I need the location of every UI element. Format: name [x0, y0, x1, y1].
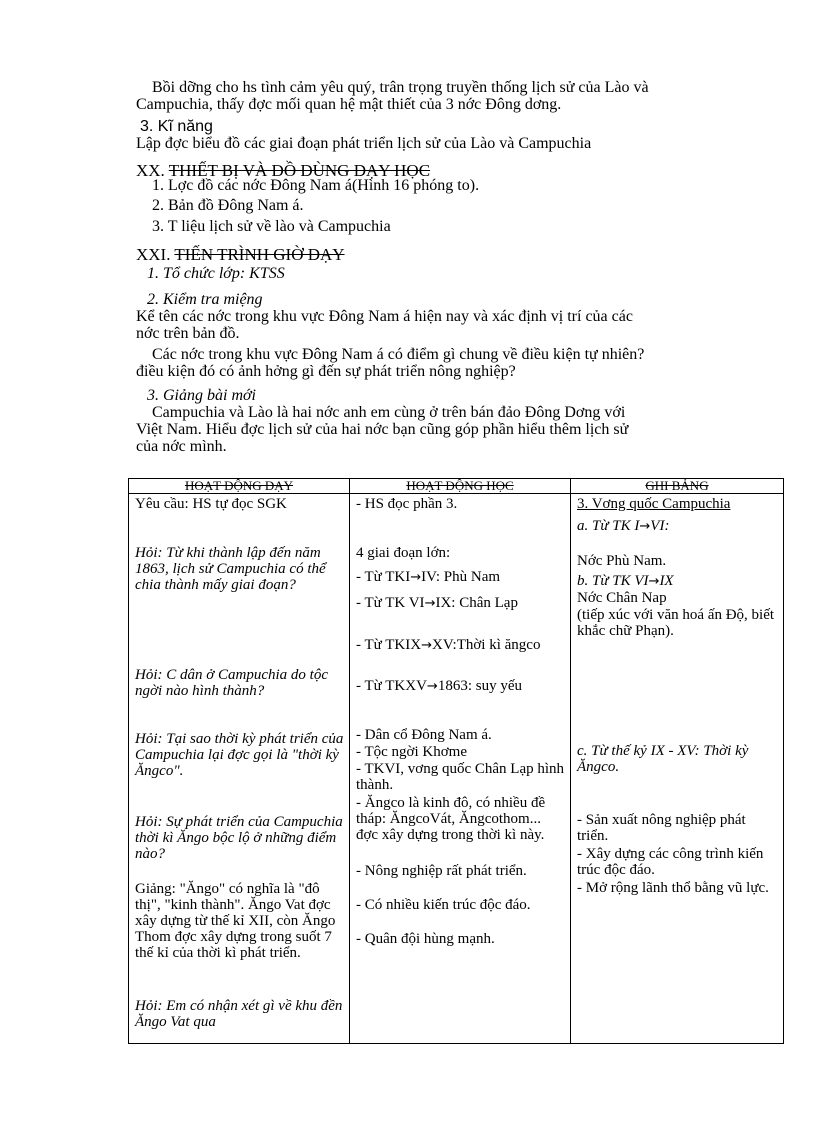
- arrow-icon: →: [421, 638, 432, 653]
- teacher-question-angkor: Hỏi: Tại sao thời kỳ phát triển của Campuchia lại đợc gọi là "thời kỳ Ăngco".: [135, 731, 344, 779]
- student-answer-chenla: - TKVI, vơng quốc Chân Lạp hình thành.: [356, 761, 565, 793]
- arrow-icon: →: [648, 574, 660, 589]
- board-column: [571, 494, 784, 1044]
- section-21-heading: [136, 246, 345, 263]
- teacher-question-angkor-wat: Hỏi: Em có nhận xét gì về khu đền Ăngo Vat qua: [135, 998, 343, 1030]
- teacher-explanation: Giảng: "Ăngo" có nghĩa là "đô thị", "kinh thành". Ăngo Vat đợc xây dựng từ thế kỉ XII, còn Ăngo Thom đợc xây dựng trong suốt 7 thế kỉ của thời kì phát triển.: [135, 881, 336, 961]
- step-2: 2. Kiểm tra miệng: [147, 291, 263, 308]
- header-board: GHI BẢNG: [571, 479, 784, 494]
- board-title: 3. Vơng quốc Campuchia: [577, 496, 731, 512]
- board-period-a: a. Từ TK I→VI:: [577, 518, 670, 534]
- student-answer-agriculture: - Nông nghiệp rất phát triển.: [356, 863, 527, 879]
- student-period-1: - Từ TKI→IV: Phù Nam: [356, 569, 501, 585]
- question-1-line-1: Kể tên các nớc trong khu vực Đông Nam á hiện nay và xác định vị trí của các: [136, 308, 633, 325]
- arrow-icon: →: [426, 679, 438, 694]
- skill-text: Lập đợc biểu đồ các giai đoạn phát triển lịch sử của Lào và Campuchia: [136, 135, 592, 152]
- student-answer-people: - Dân cổ Đông Nam á.: [356, 727, 492, 743]
- board-period-c: c. Từ thế kỷ IX - XV: Thời kỳ Ăngco.: [577, 743, 749, 775]
- student-answer-khmer: - Tộc ngời Khơme: [356, 744, 467, 760]
- lesson-plan-table: [128, 478, 784, 1044]
- lesson-intro-line-2: Việt Nam. Hiểu đợc lịch sử của hai nớc bạn cũng góp phần hiểu thêm lịch sử: [136, 421, 629, 438]
- teacher-question-people: Hỏi: C dân ở Campuchia do tộc ngời nào hình thành?: [135, 667, 328, 699]
- teacher-question-development: Hỏi: Sự phát triển của Campuchia thời kì Ăngo bộc lộ ở những điểm nào?: [135, 814, 343, 862]
- board-chenla-note: (tiếp xúc với văn hoá ấn Độ, biết khắc chữ Phạn).: [577, 607, 775, 639]
- equipment-item-3: 3. T liệu lịch sử về lào và Campuchia: [152, 218, 391, 235]
- table-body-row: [129, 494, 784, 1044]
- table-header-row: [129, 479, 784, 494]
- section-20-number: XX.: [136, 161, 165, 180]
- student-answer-army: - Quân đội hùng mạnh.: [356, 931, 495, 947]
- section-21-title: TIẾN TRÌNH GIỜ DẠY: [174, 245, 345, 264]
- student-column: [350, 494, 571, 1044]
- section-20-title: THIẾT BỊ VÀ ĐỒ DÙNG DẠY HỌC: [168, 161, 431, 180]
- student-answer-architecture: - Có nhiều kiến trúc độc đáo.: [356, 897, 531, 913]
- step-1: 1. Tổ chức lớp: KTSS: [147, 265, 285, 282]
- step-3: 3. Giảng bài mới: [147, 387, 256, 404]
- question-1-line-2: nớc trên bản đồ.: [136, 325, 240, 342]
- student-period-3: - Từ TKIX→XV:Thời kì ăngco: [356, 637, 541, 653]
- section-21-number: XXI.: [136, 245, 171, 264]
- intro-line-1: Bồi dỡng cho hs tình cảm yêu quý, trân trọng truyền thống lịch sử của Lào và: [152, 79, 649, 96]
- header-learning: HOẠT ĐỘNG HỌC: [350, 479, 571, 494]
- student-period-2: - Từ TK VI→IX: Chân Lạp: [356, 595, 518, 611]
- student-four-periods: 4 giai đoạn lớn:: [356, 545, 451, 561]
- board-point-architecture: - Xây dựng các công trình kiến trúc độc đáo.: [577, 846, 764, 878]
- skill-heading: 3. Kĩ năng: [140, 118, 213, 135]
- arrow-icon: →: [639, 519, 651, 534]
- board-funan: Nớc Phù Nam.: [577, 553, 667, 569]
- lesson-intro-line-1: Campuchia và Lào là hai nớc anh em cùng ở trên bán đảo Đông Dơng với: [152, 404, 626, 421]
- student-answer-capital: - Ăngco là kinh đô, có nhiều đề tháp: ĂngcoVát, Ăngcothom... đợc xây dựng trong thời kì này.: [356, 795, 546, 843]
- equipment-item-1: 1. Lợc đồ các nớc Đông Nam á(Hình 16 phóng to).: [152, 177, 480, 194]
- student-read: - HS đọc phần 3.: [356, 496, 458, 512]
- header-teaching: HOẠT ĐỘNG DẠY: [129, 479, 350, 494]
- student-period-4: - Từ TKXV→1863: suy yếu: [356, 678, 522, 694]
- board-point-agriculture: - Sản xuất nông nghiệp phát triển.: [577, 812, 746, 844]
- board-point-territory: - Mở rộng lãnh thổ bằng vũ lực.: [577, 880, 769, 896]
- lesson-intro-line-3: của nớc mình.: [136, 438, 227, 455]
- equipment-item-2: 2. Bản đồ Đông Nam á.: [152, 197, 304, 214]
- intro-line-2: Campuchia, thấy đợc mối quan hệ mật thiết của 3 nớc Đông dơng.: [136, 96, 562, 113]
- question-2-line-1: Các nớc trong khu vực Đông Nam á có điểm gì chung về điều kiện tự nhiên?: [152, 346, 645, 363]
- teacher-instruction: Yêu cầu: HS tự đọc SGK: [135, 496, 287, 512]
- question-2-line-2: điều kiện đó có ảnh hởng gì đến sự phát triển nông nghiệp?: [136, 363, 516, 380]
- board-period-b: b. Từ TK VI→IX: [577, 573, 674, 589]
- arrow-icon: →: [410, 570, 422, 585]
- teacher-question-periods: Hỏi: Từ khi thành lập đến năm 1863, lịch sử Campuchia có thể chia thành mấy giai đoạn?: [135, 545, 326, 593]
- board-chenla: Nớc Chân Nap: [577, 590, 667, 606]
- arrow-icon: →: [424, 596, 436, 611]
- teacher-column: [129, 494, 350, 1044]
